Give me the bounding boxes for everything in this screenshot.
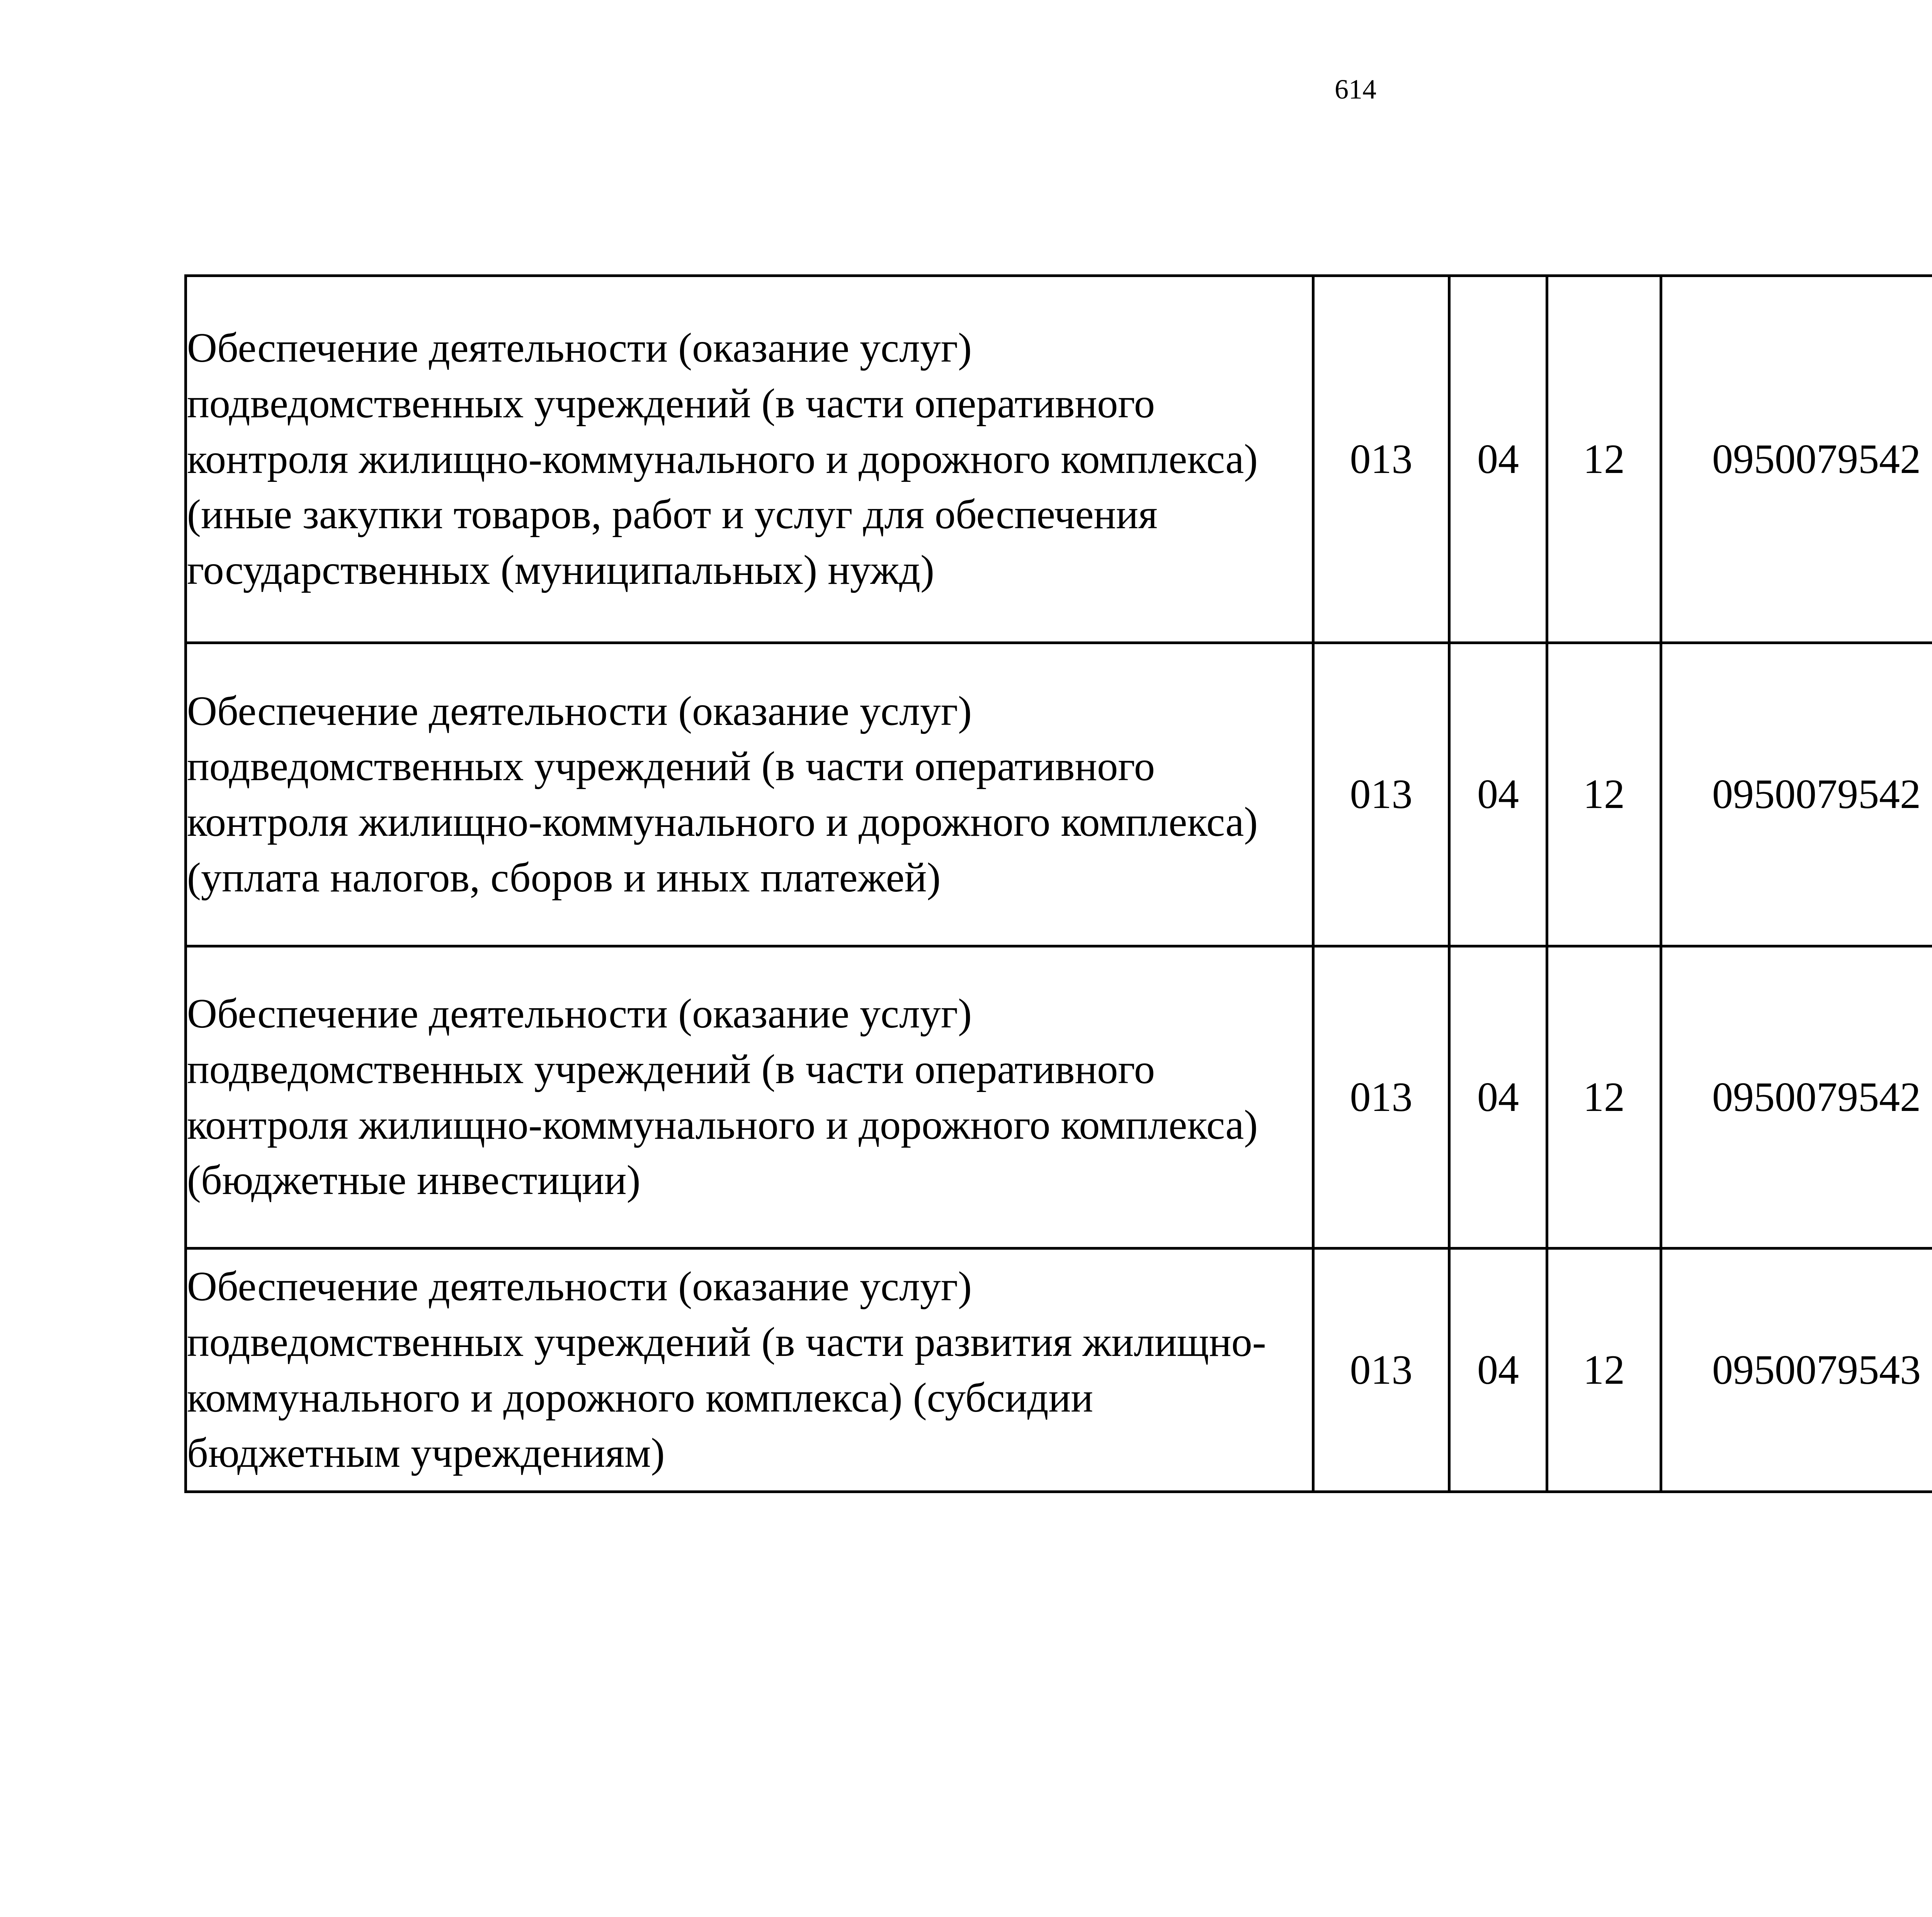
table-row [186,643,1932,946]
table-row [186,1249,1932,1492]
table-row [186,946,1932,1249]
section-code: 04 [1449,643,1547,946]
target-article-code: 0950079542 [1661,643,1932,946]
section-code: 04 [1449,946,1547,1249]
ministry-code: 013 [1313,1249,1449,1492]
section-code: 04 [1449,276,1547,643]
budget-table [184,274,1932,1493]
ministry-code: 013 [1313,643,1449,946]
row-description: Обеспечение деятельности (оказание услуг) подведомственных учреждений (в части оперативного контроля жилищно-коммунального и дорожного комплекса) (уплата налогов, сборов и иных платежей) [186,643,1313,946]
target-article-code: 0950079542 [1661,276,1932,643]
subsection-code: 12 [1547,1249,1661,1492]
ministry-code: 013 [1313,276,1449,643]
subsection-code: 12 [1547,276,1661,643]
row-description: Обеспечение деятельности (оказание услуг) подведомственных учреждений (в части оперативного контроля жилищно-коммунального и дорожного комплекса) (бюджетные инвестиции) [186,946,1313,1249]
subsection-code: 12 [1547,946,1661,1249]
target-article-code: 0950079543 [1661,1249,1932,1492]
row-description: Обеспечение деятельности (оказание услуг) подведомственных учреждений (в части оперативного контроля жилищно-коммунального и дорожного комплекса) (иные закупки товаров, работ и услуг для обеспечения государственных (муниципальных) нужд) [186,276,1313,643]
ministry-code: 013 [1313,946,1449,1249]
table-row [186,276,1932,643]
row-description: Обеспечение деятельности (оказание услуг) подведомственных учреждений (в части развития жилищно-коммунального и дорожного комплекса) (субсидии бюджетным учреждениям) [186,1249,1313,1492]
target-article-code: 0950079542 [1661,946,1932,1249]
subsection-code: 12 [1547,643,1661,946]
page-number: 614 [1335,74,1376,105]
section-code: 04 [1449,1249,1547,1492]
